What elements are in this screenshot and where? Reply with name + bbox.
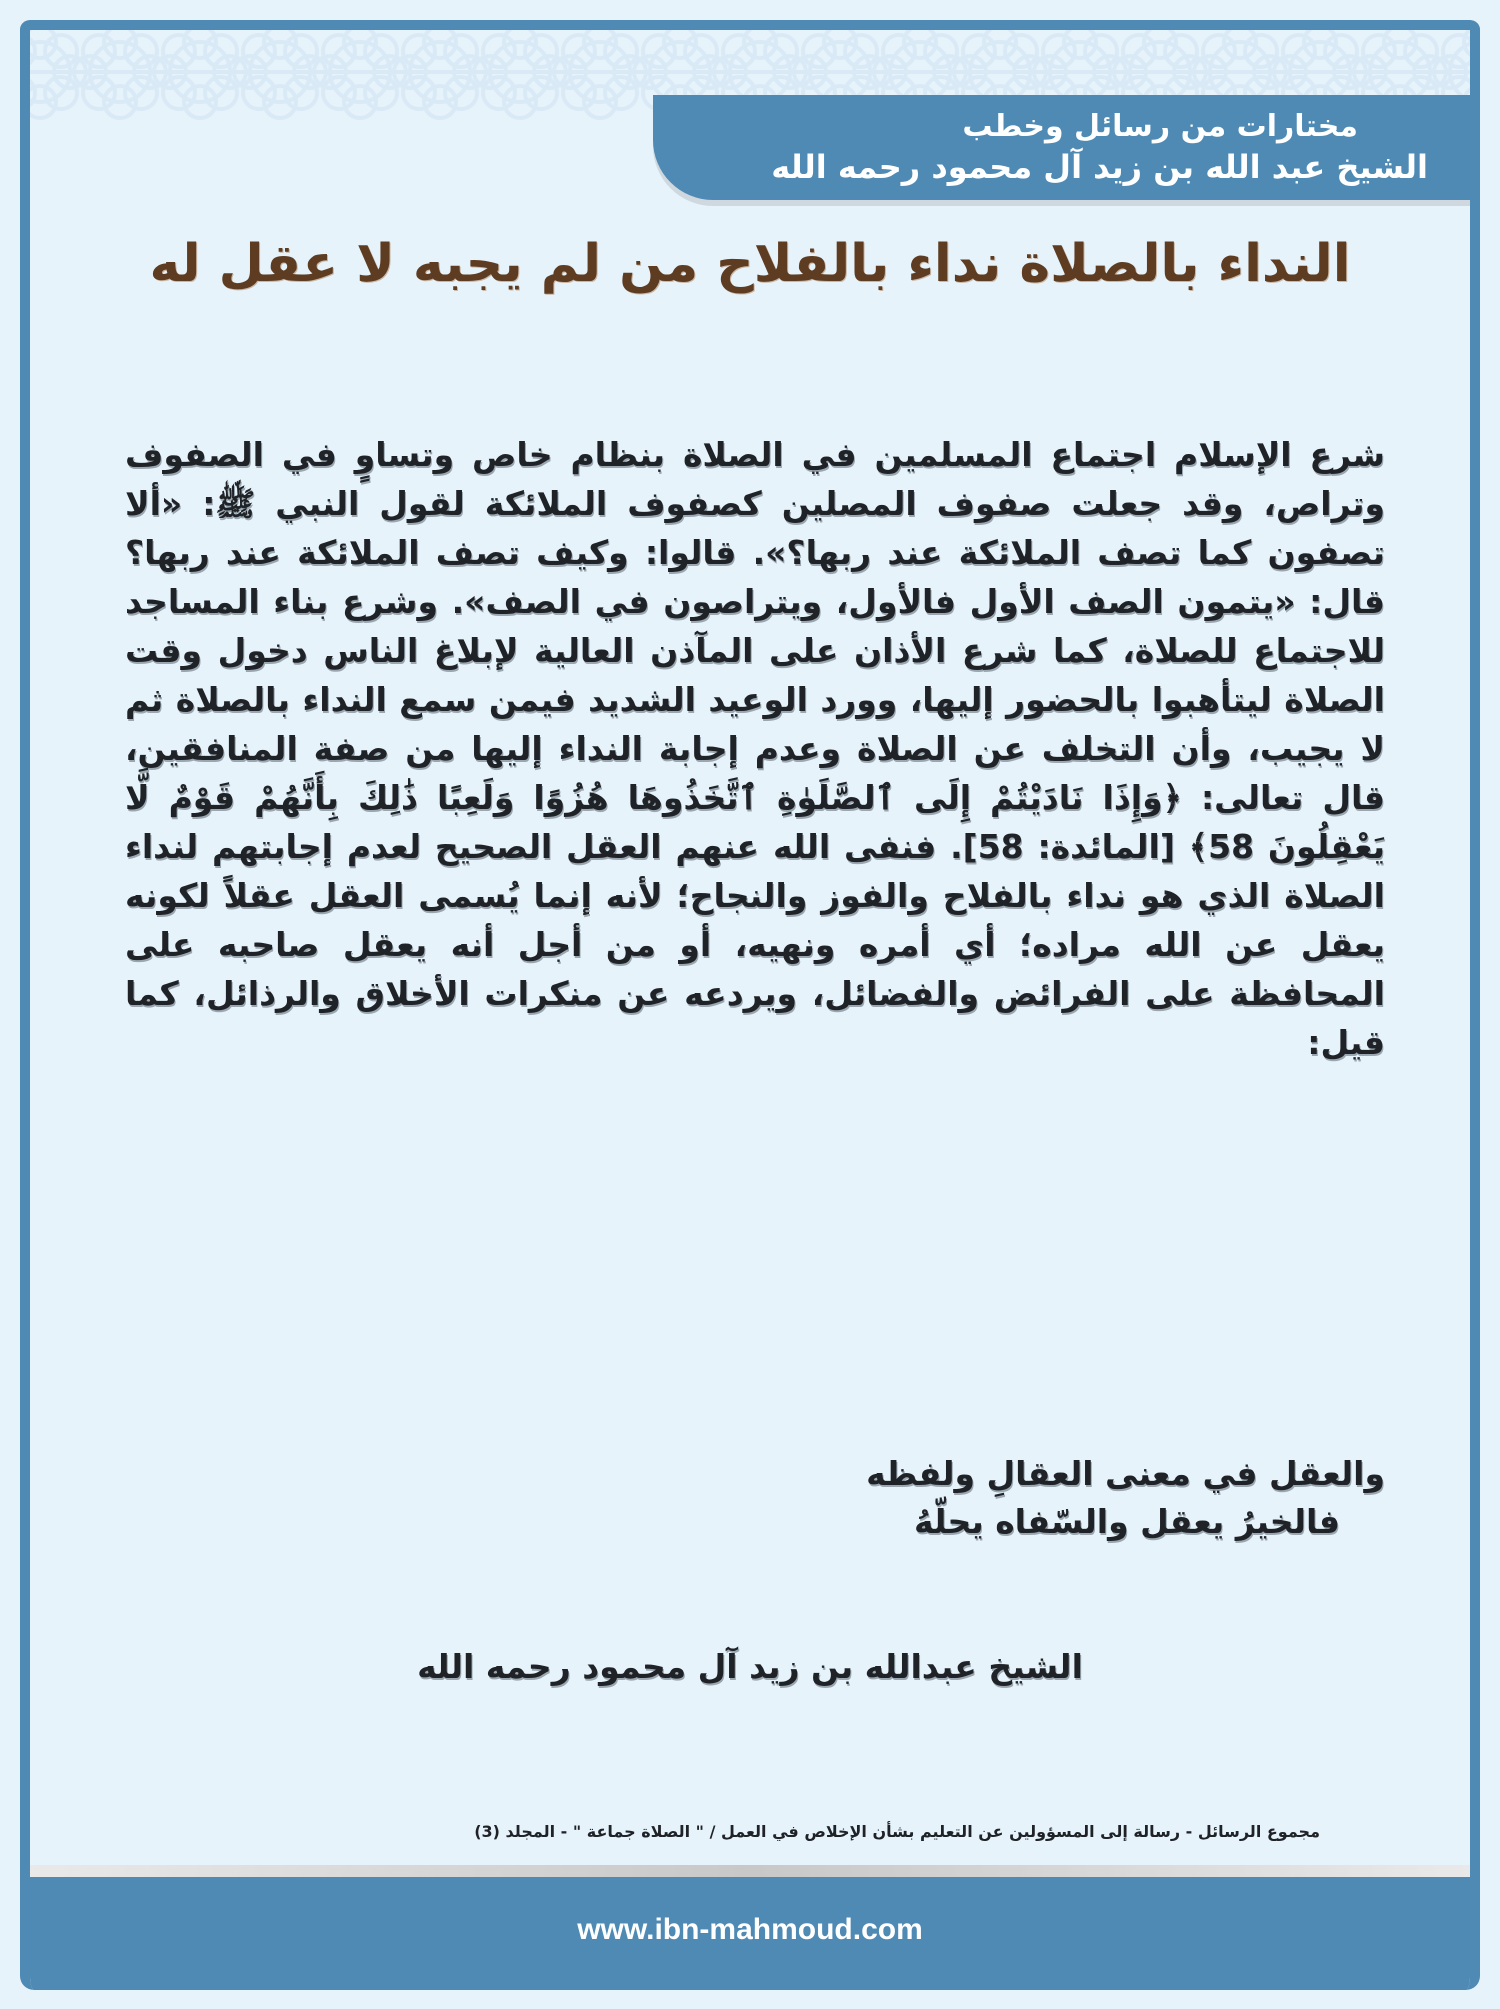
author-signature: الشيخ عبدالله بن زيد آل محمود رحمه الله: [417, 1647, 1083, 1686]
poem-line-1: والعقل في معنى العقالِ ولفظه: [866, 1454, 1385, 1493]
website-link[interactable]: www.ibn-mahmoud.com: [577, 1912, 923, 1946]
header-series-title: مختارات من رسائل وخطب: [962, 108, 1358, 144]
paragraph-conclusion: فنفى الله عنهم العقل الصحيح لعدم إجابتهم لنداء الصلاة الذي هو نداء بالفلاح والفوز والنجاح؛ لأنه إنما يُسمى العقل عقلاً لكونه يعقل عن الله مراده؛ أي أمره ونهيه، أو من أجل أنه يعقل صاحبه على المحافظة على الفرائض والفضائل، ويردعه عن منكرات الأخلاق والرذائل، كما قيل:: [125, 827, 1385, 1062]
paragraph-text: شرع الإسلام اجتماع المسلمين في الصلاة بنظام خاص وتساوٍ في الصفوف وتراص، وقد جعلت صفوف المصلين كصفوف الملائكة لقول النبي ﷺ: «ألا تصفون كما تصف الملائكة عند ربها؟». قالوا: وكيف تصف الملائكة عند ربها؟ قال: «يتمون الصف الأول فالأول، ويتراصون في الصف». وشرع بناء المساجد للاجتماع للصلاة، كما شرع الأذان على المآذن العالية لإبلاغ الناس دخول وقت الصلاة ليتأهبوا بالحضور إليها، وورد الوعيد الشديد فيمن سمع النداء بالصلاة ثم لا يجيب، وأن التخلف عن الصلاة وعدم إجابة النداء إليها من صفة المنافقين، قال تعالى:: [125, 435, 1386, 817]
poem: [825, 1450, 1385, 1546]
poem-line-2: فالخيرُ يعقل والسّفاه يحلّهُ: [914, 1502, 1340, 1541]
article-body: [125, 430, 1385, 1067]
page-title: النداء بالصلاة نداء بالفلاح من لم يجبه لا عقل له: [149, 234, 1351, 294]
verse-reference: [المائدة: 58].: [950, 827, 1175, 866]
article-paragraph: [125, 430, 1385, 1067]
footer-divider: [30, 1865, 1470, 1877]
header-author: الشيخ عبد الله بن زيد آل محمود رحمه الله: [771, 147, 1428, 186]
quran-verse: ﴿وَإِذَا نَادَيْتُمْ إِلَى ٱلصَّلَوٰةِ ٱتَّخَذُوهَا هُزُوًا وَلَعِبًا ذَٰلِكَ بِأَنَّهُمْ قَوْمٌ لَّا يَعْقِلُونَ 58﴾: [125, 778, 1385, 866]
footer-bar: [30, 1877, 1470, 1990]
source-citation: مجموع الرسائل - رسالة إلى المسؤولين عن التعليم بشأن الإخلاص في العمل / " الصلاة جماعة " - المجلد (3): [474, 1822, 1320, 1841]
page-frame: [20, 20, 1480, 1990]
header-banner: [653, 95, 1470, 200]
